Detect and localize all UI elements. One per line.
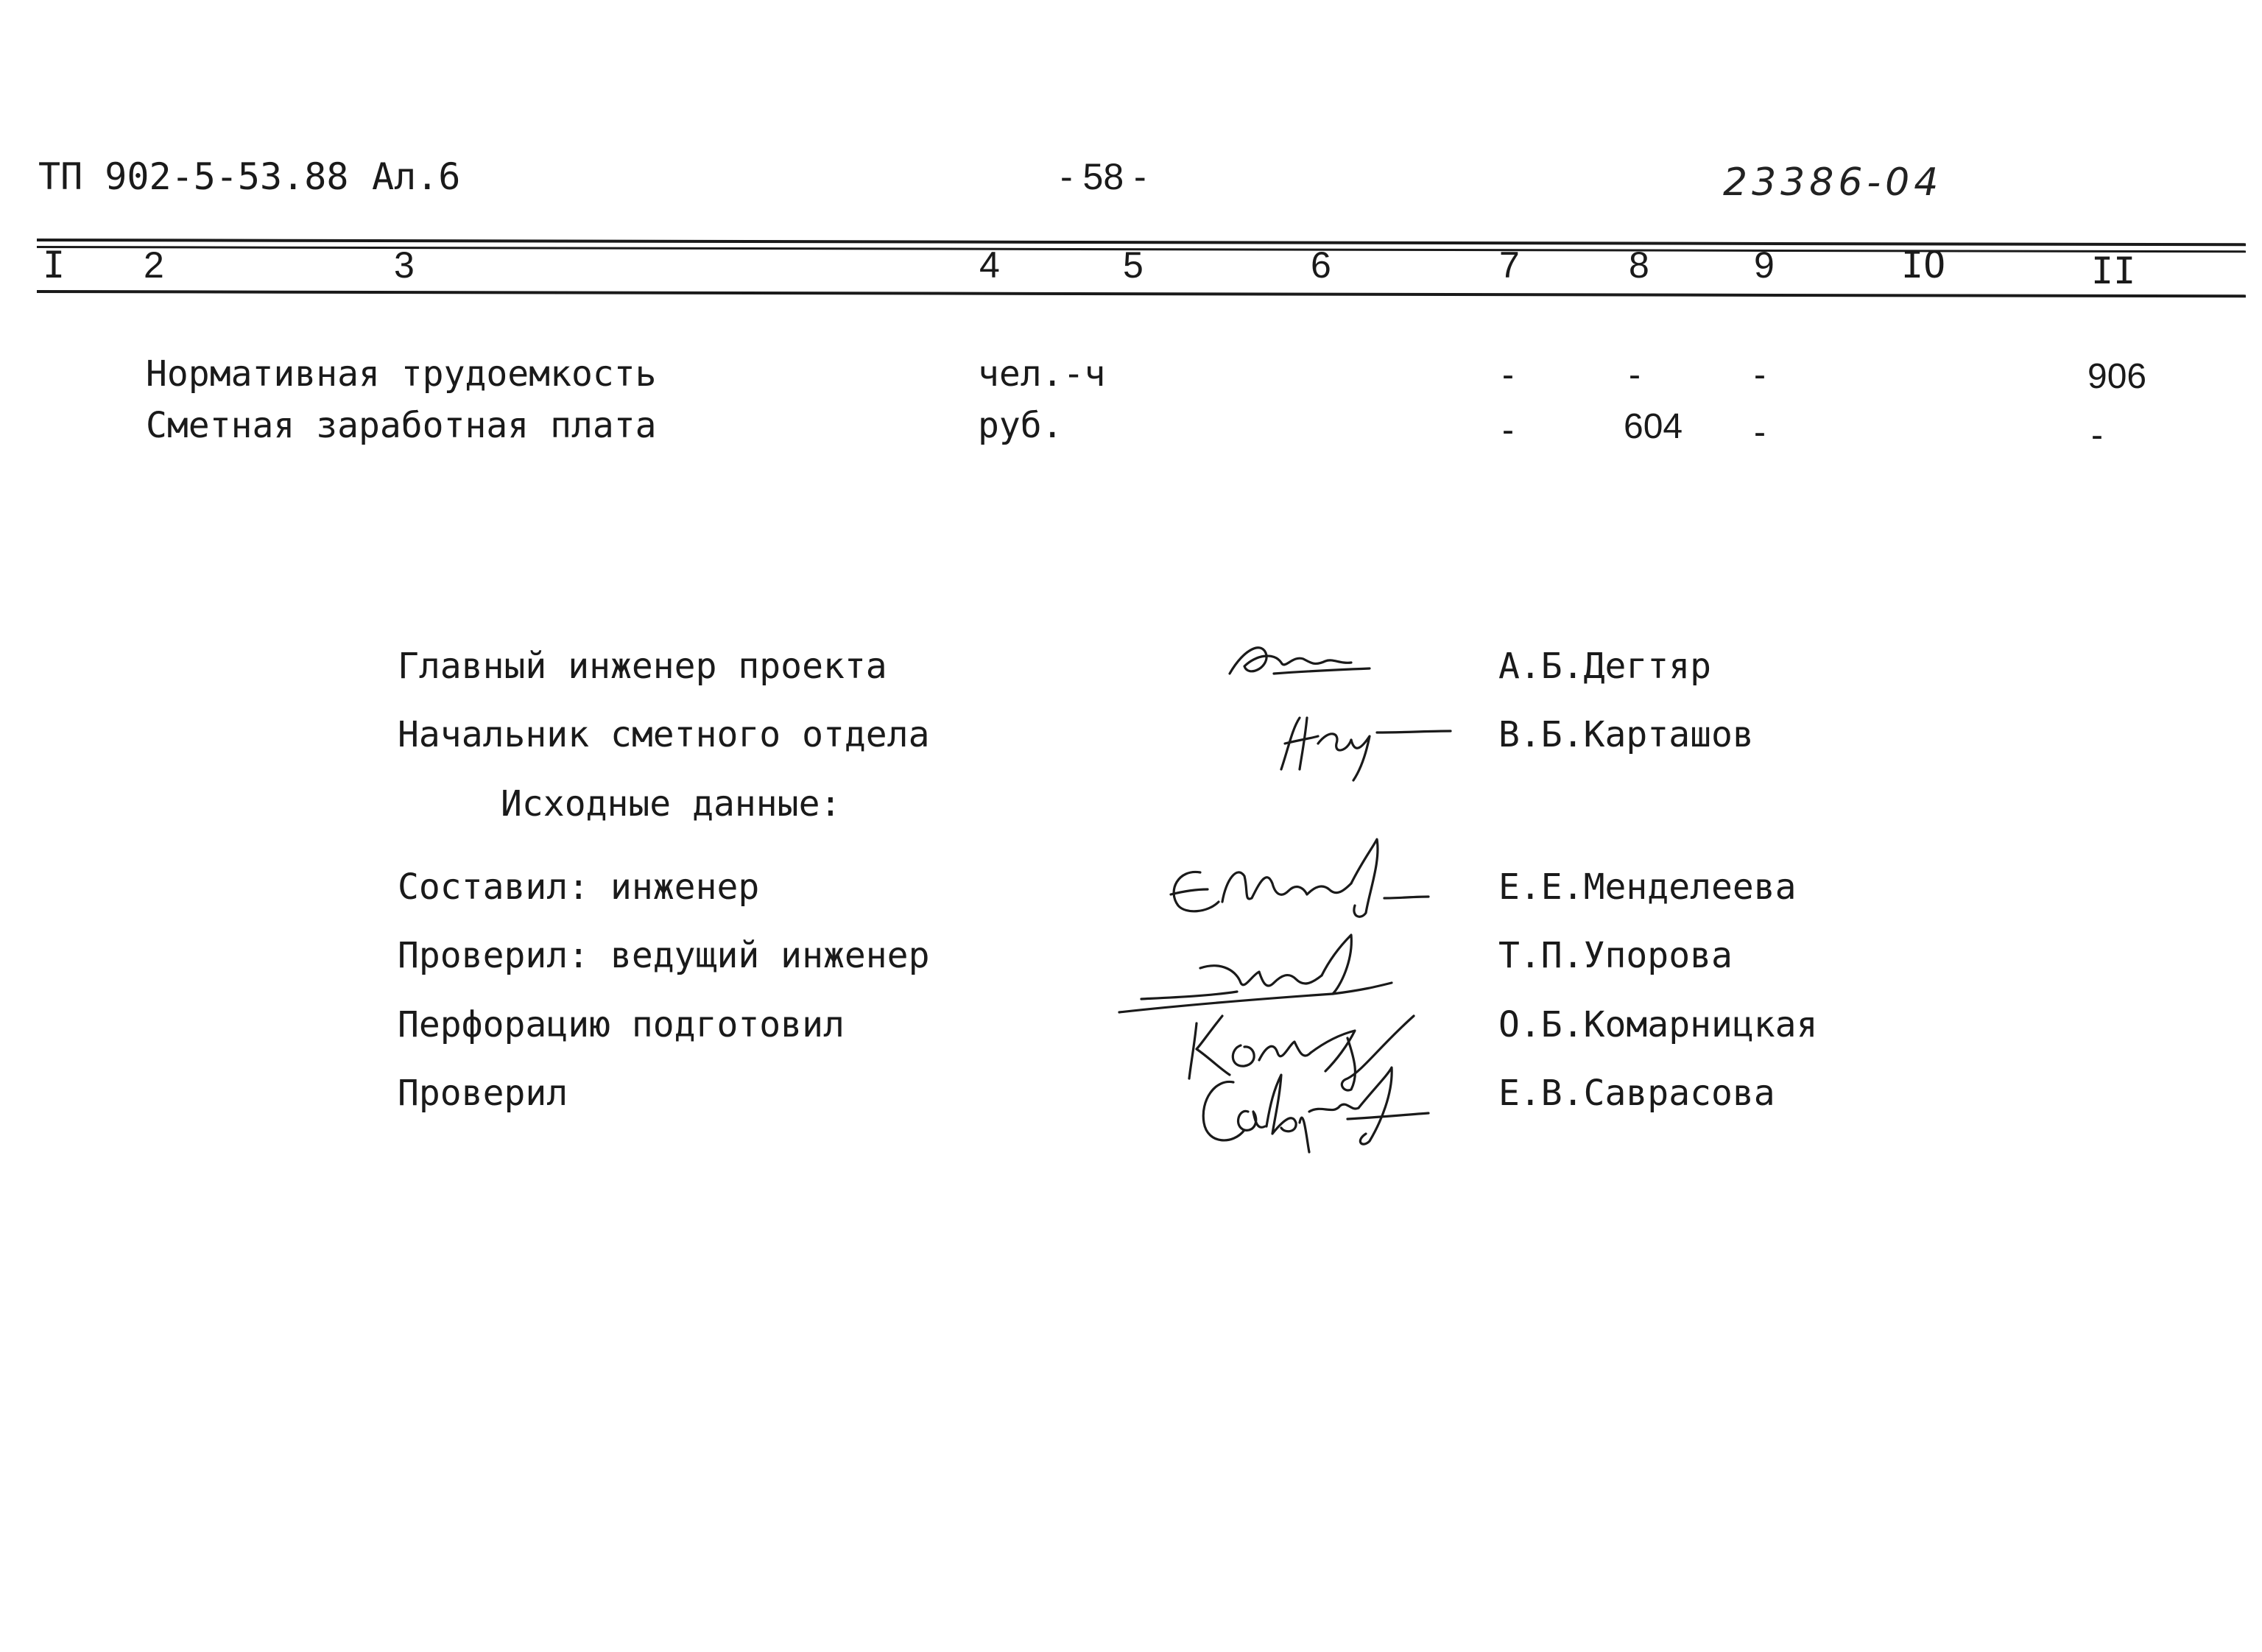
column-number-3: 3 (394, 244, 415, 286)
row-1-unit: чел.-ч (978, 353, 1106, 395)
signature-compiled (1156, 832, 1436, 935)
column-number-11: II (2091, 250, 2136, 292)
row-2-col8: 604 (1624, 407, 1683, 446)
row-1-col11: 906 (2087, 357, 2147, 396)
signature-checked (1193, 1060, 1443, 1156)
column-number-5: 5 (1123, 244, 1144, 286)
compiled-title: Составил: инженер (398, 866, 760, 908)
signature-chief-engineer (1222, 633, 1399, 692)
estimate-head-title: Начальник сметного отдела (398, 714, 930, 755)
page-number: - 58 - (1060, 156, 1146, 197)
column-number-7: 7 (1499, 244, 1520, 286)
perforation-title: Перфорацию подготовил (398, 1004, 845, 1045)
chief-engineer-title: Главный инженер проекта (398, 646, 887, 687)
row-2-unit: руб. (978, 405, 1063, 446)
row-1-col7: - (1502, 356, 1514, 395)
checked-lead-name: Т.П.Упорова (1498, 935, 1733, 976)
source-data-heading: Исходные данные: (501, 783, 842, 825)
compiled-name: Е.Е.Менделеева (1498, 866, 1797, 908)
column-number-10: IO (1901, 244, 1946, 286)
column-number-4: 4 (979, 244, 1000, 286)
column-number-1: I (43, 244, 66, 286)
table-header-bottom-rule (37, 290, 2246, 297)
archive-number: 23386-04 (1723, 160, 1943, 205)
row-2-col9: - (1754, 413, 1766, 452)
column-number-2: 2 (144, 244, 164, 286)
checked-name: Е.В.Саврасова (1498, 1073, 1775, 1114)
chief-engineer-name: А.Б.Дегтяр (1498, 646, 1711, 687)
column-number-9: 9 (1754, 244, 1775, 286)
row-2-name: Сметная заработная плата (146, 405, 657, 446)
column-number-8: 8 (1629, 244, 1649, 286)
perforation-name: О.Б.Комарницкая (1498, 1004, 1818, 1045)
checked-title: Проверил (398, 1073, 568, 1114)
album-number: Ал.6 (372, 155, 461, 198)
row-1-col9: - (1754, 356, 1766, 395)
row-2-col7: - (1502, 411, 1514, 450)
column-number-6: 6 (1311, 244, 1331, 286)
checked-lead-title: Проверил: ведущий инженер (398, 935, 930, 976)
row-2-col11: - (2091, 416, 2103, 455)
row-1-col8: - (1629, 356, 1641, 395)
row-1-name: Нормативная трудоемкость (146, 353, 657, 395)
signature-estimate-head (1266, 703, 1458, 784)
document-code: ТП 902-5-53.88 (38, 155, 349, 198)
estimate-head-name: В.Б.Карташов (1498, 714, 1754, 755)
